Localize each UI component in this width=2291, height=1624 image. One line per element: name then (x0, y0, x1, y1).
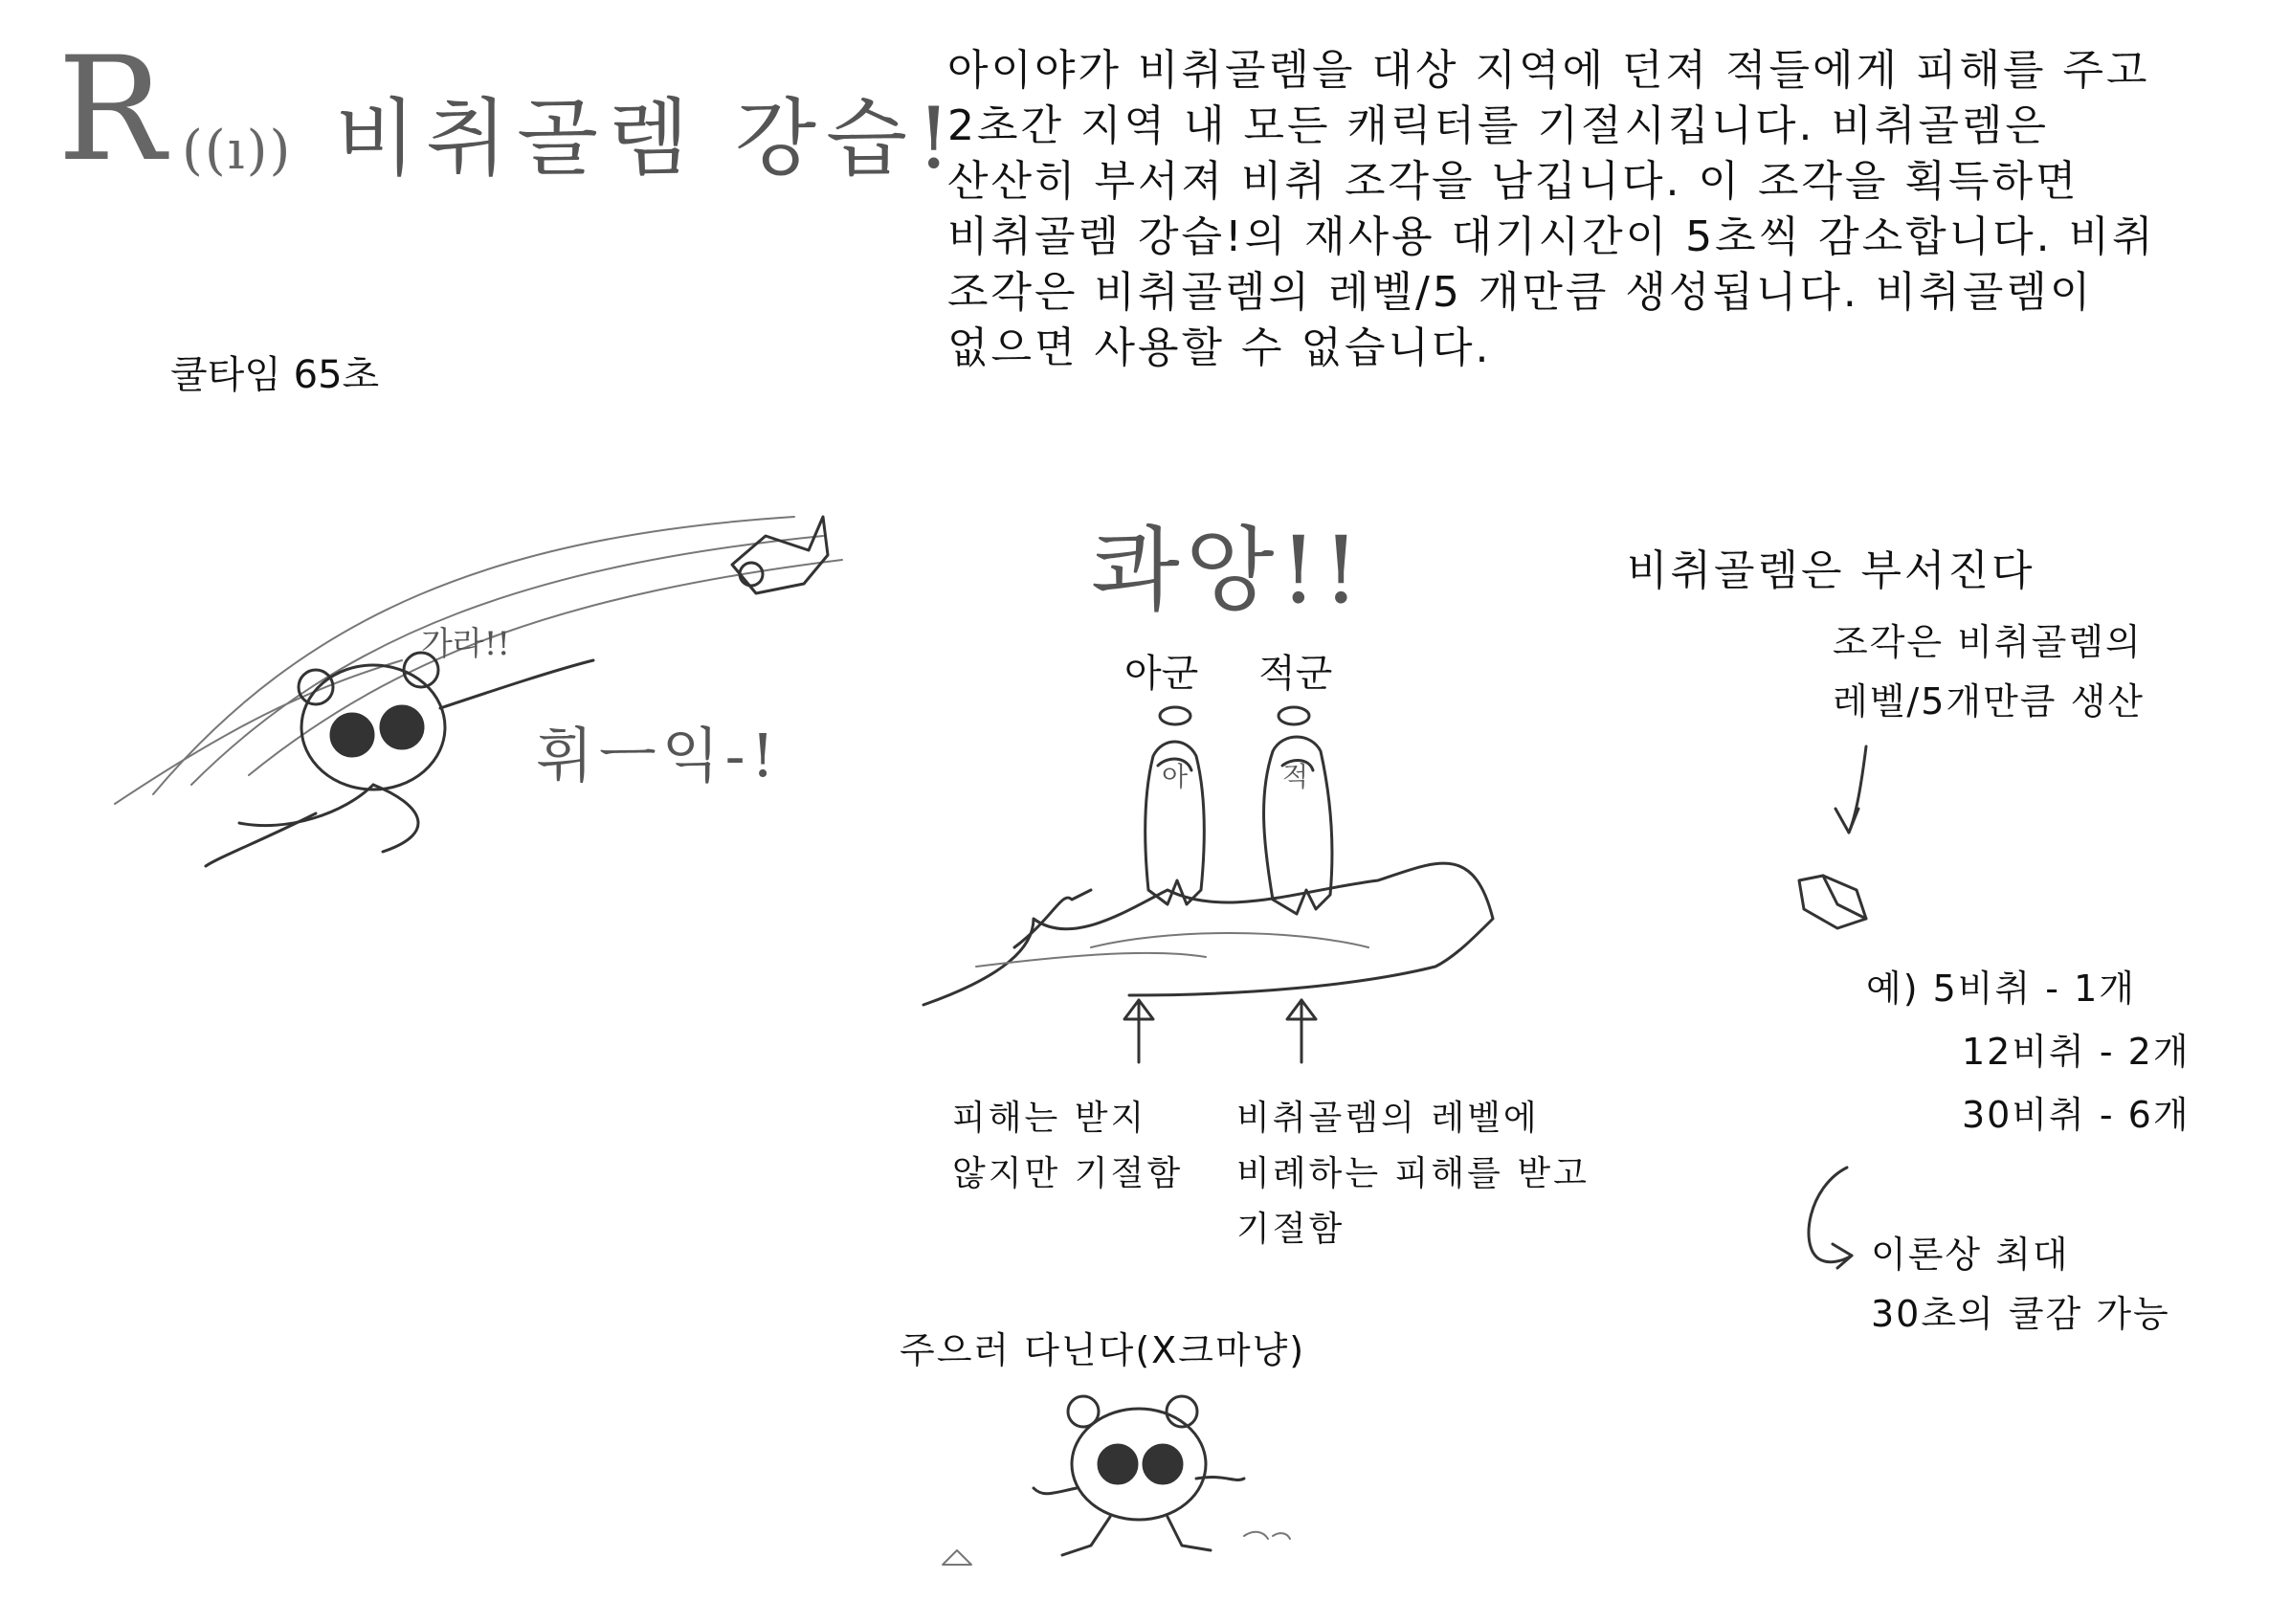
description-line: 비취골렘 강습!의 재사용 대기시간이 5초씩 감소합니다. 비취 (947, 212, 2156, 261)
note-line: 비취골렘의 레벨에 (1236, 1099, 1540, 1138)
arrow-up-ally (1124, 1000, 1153, 1062)
sound-waves-mark: ((ı)) (182, 120, 293, 182)
description-line: 2초간 지역 내 모든 캐릭터를 기절시킵니다. 비취골렘은 (947, 101, 2049, 150)
note-line: 조각은 비취골렘의 (1833, 621, 2143, 663)
description-line: 조각은 비취골렘의 레벨/5 개만큼 생성됩니다. 비취골렘이 (947, 268, 2094, 317)
example-line: 30비취 - 6개 (1962, 1094, 2191, 1136)
skill-title: 비취골렘 강습! (335, 89, 961, 188)
description-line: 없으면 사용할 수 없습니다. (947, 323, 1492, 372)
ally-figure-marker: 아 (1162, 761, 1189, 792)
skill-key-letter: R (57, 27, 166, 193)
shatter-heading: 비취골렘은 부서진다 (1627, 546, 2035, 595)
sfx-boom-text: 콰앙!! (1091, 517, 1366, 624)
note-line: 피해는 받지 (952, 1099, 1147, 1138)
description-line: 산산히 부서져 비취 조각을 남깁니다. 이 조각을 획득하면 (947, 157, 2080, 206)
ally-label: 아군 (1124, 652, 1199, 696)
collector-character-sketch (943, 1396, 1290, 1565)
enemy-effect-note (1236, 1091, 1590, 1257)
sfx-go-text: 가라!! (421, 625, 511, 663)
arrow-up-enemy (1287, 1000, 1316, 1062)
jade-shard-sketch (1799, 876, 1866, 928)
bottom-caption: 주으러 다닌다(X크마냥) (900, 1329, 1306, 1371)
ally-effect-note (952, 1091, 1183, 1202)
impact-ground-sketch (923, 863, 1493, 1005)
enemy-label: 적군 (1258, 652, 1333, 696)
sfx-whoosh-text: 휘ㅡ익-! (536, 721, 781, 790)
enemy-figure-marker: 적 (1282, 761, 1309, 792)
note-line: 비례하는 피해를 받고 (1236, 1154, 1590, 1193)
thrower-character-sketch (115, 517, 842, 866)
ally-figure-sketch (1146, 707, 1205, 904)
shard-examples (1866, 957, 2191, 1146)
note-line: 이론상 최대 (1871, 1234, 2070, 1276)
thrown-golem-sketch (732, 517, 828, 593)
curved-arrow-theory (1809, 1168, 1852, 1268)
cooldown-text: 쿨타임 65초 (170, 353, 380, 397)
example-line: 예) 5비취 - 1개 (1866, 968, 2136, 1010)
note-line: 기절함 (1236, 1210, 1346, 1249)
note-line: 않지만 기절함 (952, 1154, 1184, 1193)
arrow-down-right-panel (1835, 746, 1866, 833)
note-line: 레벨/5개만큼 생산 (1833, 680, 2146, 723)
note-line: 30초의 쿨감 가능 (1871, 1293, 2170, 1335)
max-cooldown-reduction-note (1871, 1225, 2170, 1344)
skill-description (947, 43, 2220, 376)
example-line: 12비취 - 2개 (1962, 1031, 2191, 1073)
shard-count-note (1833, 612, 2145, 731)
description-line: 아이야가 비취골렘을 대상 지역에 던져 적들에게 피해를 주고 (947, 46, 2150, 95)
enemy-figure-sketch (1264, 707, 1332, 914)
